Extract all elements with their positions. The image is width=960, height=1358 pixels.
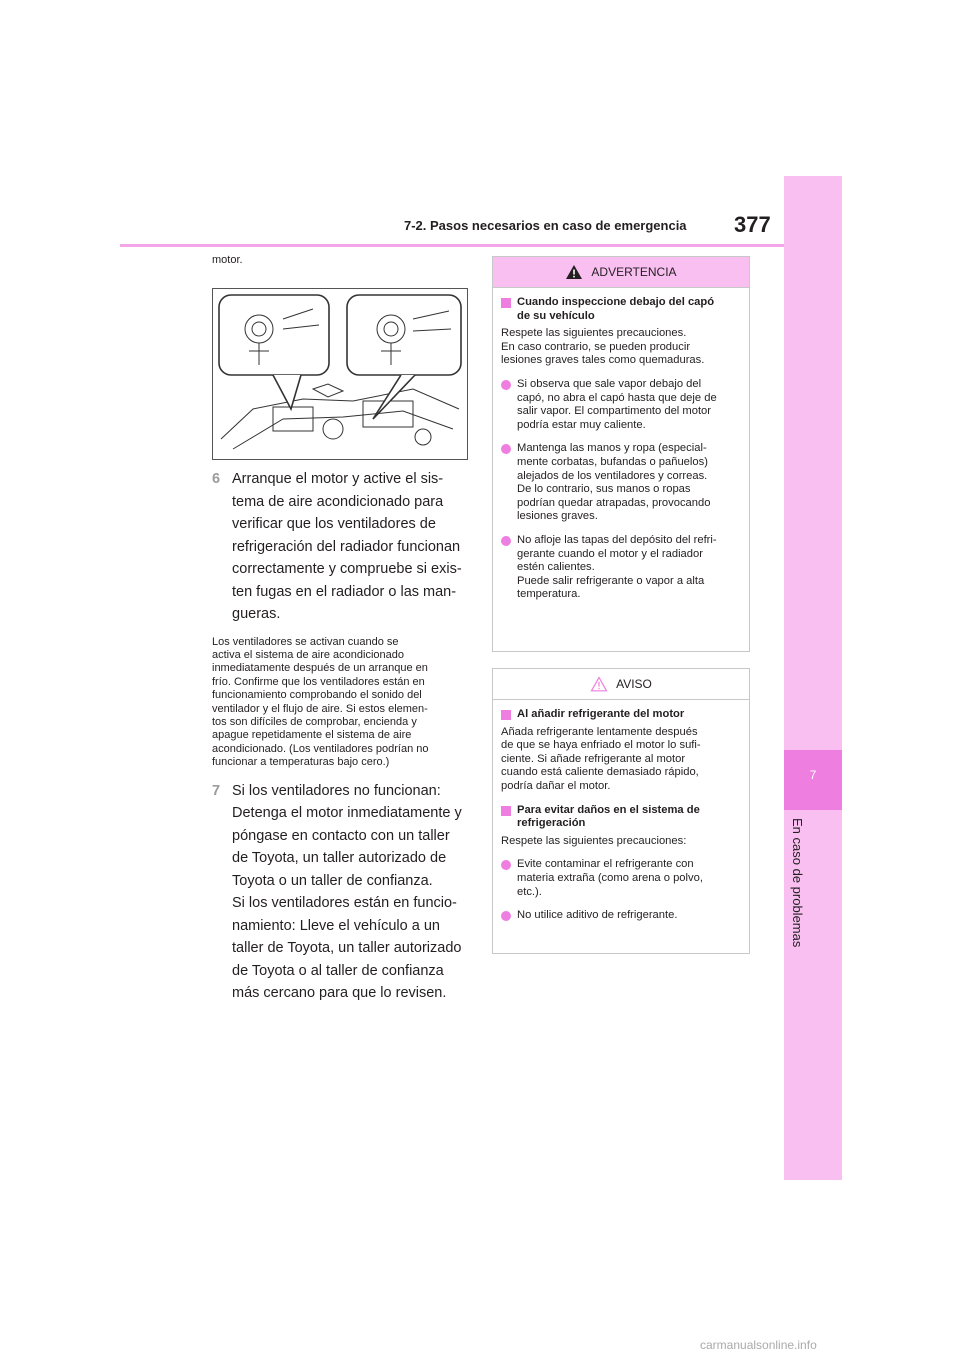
notice-subhead-1 bbox=[501, 708, 741, 722]
notice-header bbox=[493, 669, 749, 700]
square-bullet-icon bbox=[501, 710, 511, 720]
round-bullet-icon bbox=[501, 444, 511, 454]
square-bullet-icon bbox=[501, 806, 511, 816]
round-bullet-icon bbox=[501, 536, 511, 546]
square-bullet-icon bbox=[501, 298, 511, 308]
warning-bullet-text: No afloje las tapas del depósito del refri- gerante cuando el motor y el radiador estén calientes. Puede salir refrigerante o vapor a alta temperatura. bbox=[517, 533, 717, 601]
step-6 bbox=[212, 468, 470, 626]
step-number: 7 bbox=[212, 782, 221, 799]
continued-text: motor. bbox=[212, 254, 243, 266]
notice-box bbox=[492, 668, 750, 954]
round-bullet-icon bbox=[501, 911, 511, 921]
chapter-label: En caso de problemas bbox=[790, 818, 805, 948]
notice-subhead-text: Al añadir refrigerante del motor bbox=[517, 708, 685, 720]
notice-title: AVISO bbox=[616, 677, 652, 691]
caution-triangle-icon bbox=[590, 676, 608, 692]
notice-text-1: Añada refrigerante lentamente después de que se haya enfriado el motor lo sufi- ciente. Si añade refrigerante al motor cuando está caliente demasiado rápido, podría dañar el motor. bbox=[501, 725, 701, 792]
notice-bullet-text: No utilice aditivo de refrigerante. bbox=[517, 909, 678, 922]
notice-subhead-text: Para evitar daños en el sistema de refrigeración bbox=[517, 803, 700, 830]
warning-intro: Respete las siguientes precauciones. En caso contrario, se pueden producir lesiones graves tales como quemaduras. bbox=[501, 327, 705, 367]
step-text: Si los ventiladores no funcionan: Detenga el motor inmediatamente y póngase en contacto con un taller de Toyota, un taller autorizado de Toyota o un taller de confianza. Si los ventiladores están en funcio- namiento: Lleve el vehículo a un taller de Toyota, un taller autorizado de Toyota o al taller de confianza más cercano para que lo revisen. bbox=[232, 782, 462, 1002]
warning-title: ADVERTENCIA bbox=[591, 265, 677, 279]
engine-illustration bbox=[212, 288, 468, 460]
warning-box bbox=[492, 256, 750, 652]
warning-bullet bbox=[501, 534, 741, 602]
header-rule bbox=[120, 244, 784, 247]
warning-bullet-text: Mantenga las manos y ropa (especial- mente corbatas, bufandas o pañuelos) alejados de los ventiladores y correas. De lo contrario, sus manos o ropas podrían quedar atrapadas, provocando lesiones graves. bbox=[517, 442, 711, 523]
notice-text-2: Respete las siguientes precauciones: bbox=[501, 834, 687, 847]
warning-body bbox=[493, 288, 749, 602]
chapter-number: 7 bbox=[809, 768, 817, 782]
notice-bullet-text: Evite contaminar el refrigerante con materia extraña (como arena o polvo, etc.). bbox=[517, 858, 703, 898]
warning-bullet bbox=[501, 442, 741, 524]
step-7 bbox=[212, 780, 470, 1005]
section-title: 7-2. Pasos necesarios en caso de emergencia bbox=[404, 218, 687, 233]
page-number: 377 bbox=[734, 212, 771, 237]
fan-note: Los ventiladores se activan cuando se activa el sistema de aire acondicionado inmediatamente después de un arranque en frío. Confirme que los ventiladores están en funcionamiento comprobando el sonido del ventilador y el flujo de aire. Si estos elemen- tos son difíciles de comprobar, encienda y apague repetidamente el sistema de aire acondicionado. (Los ventiladores podrían no funcionar a temperaturas bajo cero.) bbox=[212, 635, 429, 769]
step-number: 6 bbox=[212, 471, 221, 487]
warning-triangle-icon bbox=[565, 264, 583, 280]
round-bullet-icon bbox=[501, 860, 511, 870]
notice-bullet bbox=[501, 858, 741, 899]
notice-bullet bbox=[501, 909, 741, 923]
notice-body bbox=[493, 700, 749, 923]
warning-subhead-text: Cuando inspeccione debajo del capó de su vehículo bbox=[517, 296, 715, 322]
step-text: Arranque el motor y active el sis- tema de aire acondicionado para verificar que los ventiladores de refrigeración del radiador funcionan correctamente y compruebe si exis- ten fugas en el radiador o las man- gueras. bbox=[232, 471, 462, 622]
chapter-side-tab bbox=[784, 176, 842, 1180]
round-bullet-icon bbox=[501, 380, 511, 390]
main-column bbox=[212, 254, 470, 1005]
warning-bullet-text: Si observa que sale vapor debajo del capó, no abra el capó hasta que deje de salir vapor. El compartimento del motor podría estar muy caliente. bbox=[517, 377, 717, 431]
watermark: carmanualsonline.info bbox=[700, 1338, 817, 1352]
warning-header bbox=[493, 257, 749, 288]
warning-subhead bbox=[501, 296, 741, 323]
notice-subhead-2 bbox=[501, 804, 741, 831]
warning-bullet bbox=[501, 378, 741, 432]
